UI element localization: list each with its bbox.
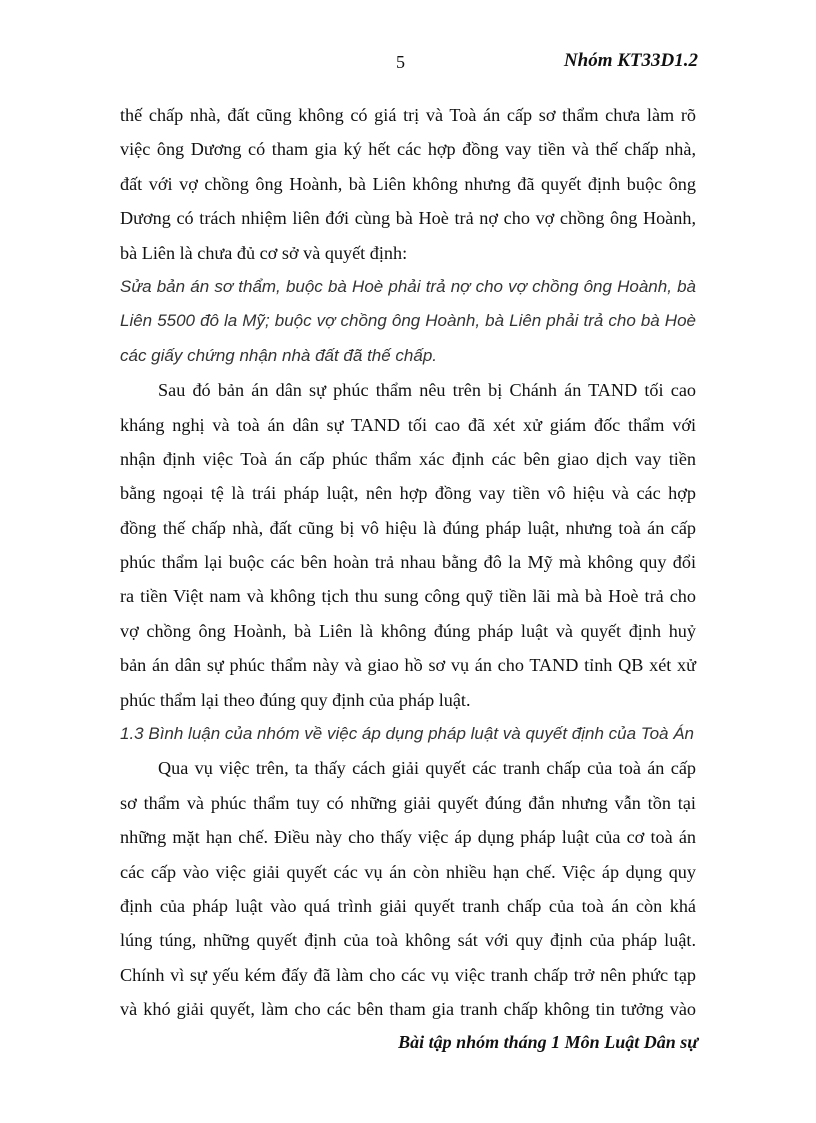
- paragraph-2-line: phúc thẩm lại buộc các bên hoàn trả nhau bằng đô la Mỹ mà không quy đổi: [120, 552, 696, 573]
- paragraph-2-line: nhận định việc Toà án cấp phúc thẩm xác định các bên giao dịch vay tiền: [120, 448, 696, 469]
- paragraph-3-line: sơ thẩm và phúc thẩm tuy có những giải quyết đúng đắn nhưng vẫn tồn tại: [120, 792, 696, 813]
- paragraph-1-line: việc ông Dương có tham gia ký hết các hợp đồng vay tiền và thế chấp nhà,: [120, 139, 696, 160]
- paragraph-2-line: Sau đó bản án dân sự phúc thẩm nêu trên bị Chánh án TAND tối cao: [158, 380, 696, 401]
- paragraph-3-line: lúng túng, những quyết định của toà không sát với quy định của pháp luật.: [120, 930, 696, 951]
- section-heading: 1.3 Bình luận của nhóm về việc áp dụng pháp luật và quyết định của Toà Án: [120, 724, 695, 744]
- paragraph-1-line: đất với vợ chồng ông Hoành, bà Liên không nhưng đã quyết định buộc ông: [120, 173, 696, 194]
- paragraph-2-line: bản án dân sự phúc thẩm này và giao hồ sơ vụ án cho TAND tỉnh QB xét xử: [120, 655, 696, 676]
- footer-course-title: Bài tập nhóm tháng 1 Môn Luật Dân sự: [398, 1032, 698, 1052]
- document-body: [120, 98, 696, 1027]
- decision-quote-line: Sửa bản án sơ thẩm, buộc bà Hoè phải trả nợ cho vợ chồng ông Hoành, bà: [120, 276, 696, 296]
- decision-quote-line: Liên 5500 đô la Mỹ; buộc vợ chồng ông Hoành, bà Liên phải trả cho bà Hoè: [120, 311, 696, 331]
- paragraph-3-line: và khó giải quyết, làm cho các bên tham gia tranh chấp không tin tưởng vào: [120, 999, 696, 1020]
- paragraph-2-line: kháng nghị và toà án dân sự TAND tối cao đã xét xử giám đốc thẩm với: [120, 414, 696, 435]
- paragraph-1-line: thế chấp nhà, đất cũng không có giá trị và Toà án cấp sơ thẩm chưa làm rõ: [120, 105, 696, 125]
- paragraph-2-line: vợ chồng ông Hoành, bà Liên là không đúng pháp luật và quyết định huỷ: [120, 620, 696, 641]
- page-number: 5: [396, 52, 405, 72]
- paragraph-3-line: định của pháp luật vào quá trình giải quyết tranh chấp của toà án còn khá: [120, 895, 696, 916]
- paragraph-3-line: những mặt hạn chế. Điều này cho thấy việc áp dụng pháp luật của cơ toà án: [120, 827, 696, 848]
- paragraph-3-line: các cấp vào việc giải quyết các vụ án còn nhiều hạn chế. Việc áp dụng quy: [120, 861, 696, 882]
- paragraph-2-line: ra tiền Việt nam và không tịch thu sung công quỹ tiền lãi mà bà Hoè trả cho: [120, 586, 696, 607]
- paragraph-3-line: Qua vụ việc trên, ta thấy cách giải quyết các tranh chấp của toà án cấp: [158, 758, 696, 779]
- header-group-name: Nhóm KT33D1.2: [563, 50, 698, 71]
- paragraph-2-line: đồng thế chấp nhà, đất cũng bị vô hiệu là đúng pháp luật, nhưng toà án cấp: [120, 517, 696, 538]
- paragraph-2-line: bằng ngoại tệ là trái pháp luật, nên hợp đồng vay tiền vô hiệu và các hợp: [120, 483, 696, 504]
- paragraph-3-line: Chính vì sự yếu kém đấy đã làm cho các vụ việc tranh chấp trở nên phức tạp: [120, 964, 696, 985]
- paragraph-1-line: bà Liên là chưa đủ cơ sở và quyết định:: [120, 242, 408, 263]
- paragraph-2-line: phúc thẩm lại theo đúng quy định của pháp luật.: [120, 689, 471, 710]
- paragraph-1-line: Dương có trách nhiệm liên đới cùng bà Hoè trả nợ cho vợ chồng ông Hoành,: [120, 208, 696, 229]
- decision-quote-line: các giấy chứng nhận nhà đất đã thế chấp.: [120, 345, 438, 365]
